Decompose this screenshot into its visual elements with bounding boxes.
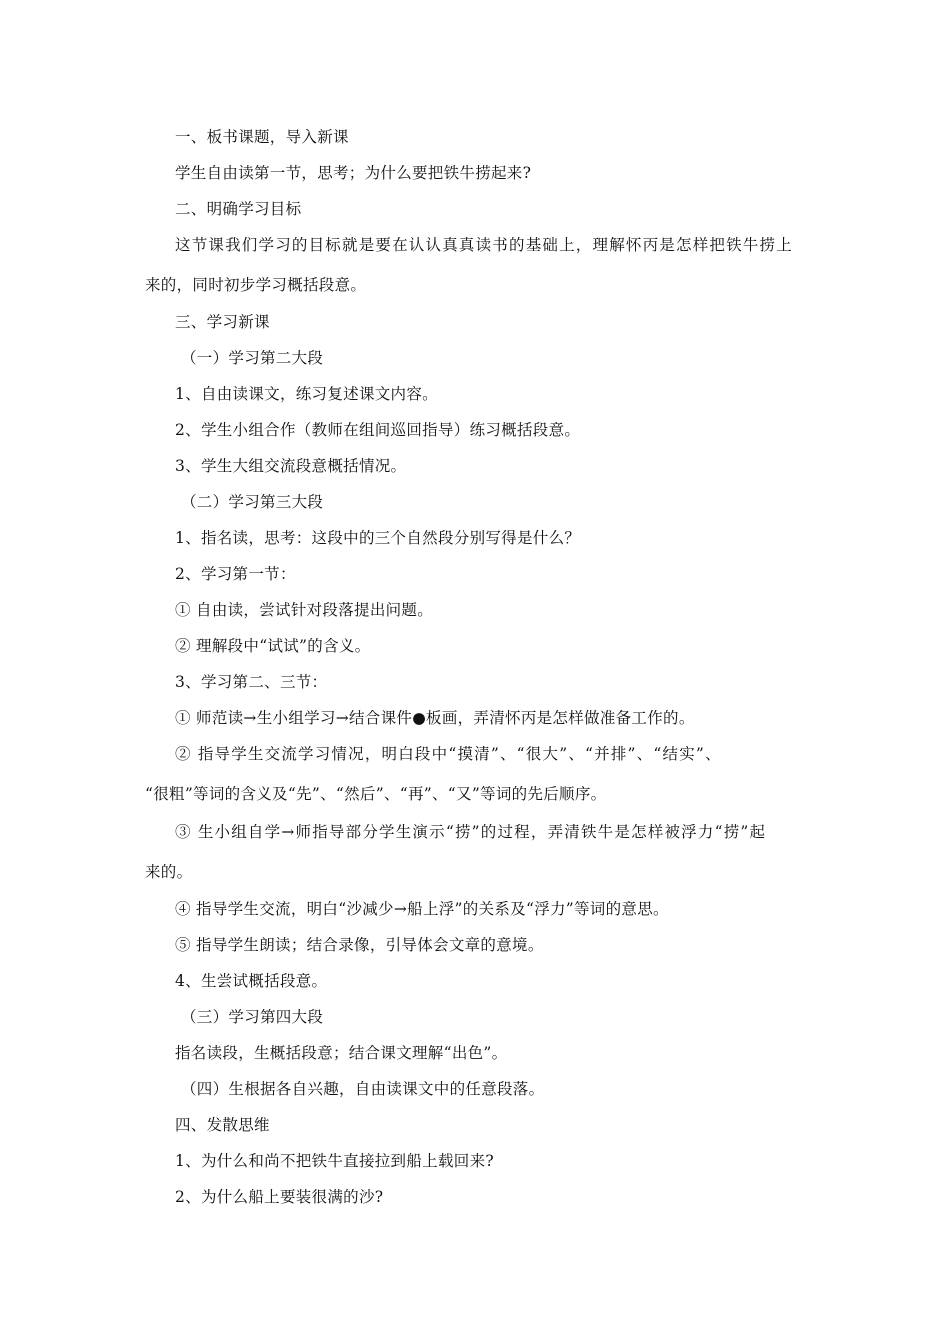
subsection-heading: （三）学习第四大段 — [181, 1008, 324, 1026]
list-item: 2、为什么船上要装很满的沙? — [175, 1188, 384, 1206]
subsection-heading: （一）学习第二大段 — [181, 349, 324, 367]
list-item: 3、学生大组交流段意概括情况。 — [175, 457, 407, 475]
list-item: 1、为什么和尚不把铁牛直接拉到船上载回来? — [175, 1152, 494, 1170]
list-item: ④ 指导学生交流，明白“沙减少→船上浮”的关系及“浮力”等词的意思。 — [175, 900, 669, 918]
list-item: 4、生尝试概括段意。 — [175, 972, 328, 990]
paragraph-continuation: 来的。 — [145, 863, 193, 881]
list-item: 1、自由读课文，练习复述课文内容。 — [175, 385, 438, 403]
paragraph-continuation: 来的，同时初步学习概括段意。 — [145, 276, 367, 294]
list-item: ① 自由读，尝试针对段落提出问题。 — [175, 601, 434, 619]
list-item: ② 理解段中“试试”的含义。 — [175, 637, 371, 655]
paragraph: 学生自由读第一节，思考；为什么要把铁牛捞起来? — [175, 164, 532, 182]
list-item: ① 师范读→生小组学习→结合课件●板画，弄清怀丙是怎样做准备工作的。 — [175, 709, 695, 727]
list-item: ③ 生小组自学→师指导部分学生演示“捞”的过程，弄清铁牛是怎样被浮力“捞”起 — [175, 823, 767, 841]
subsection-heading: （二）学习第三大段 — [181, 493, 324, 511]
subsection-heading: （四）生根据各自兴趣，自由读课文中的任意段落。 — [181, 1080, 545, 1098]
list-item: 2、学生小组合作（教师在组间巡回指导）练习概括段意。 — [175, 421, 581, 439]
paragraph-continuation: “很粗”等词的含义及“先”、“然后”、“再”、“又”等词的先后顺序。 — [145, 785, 607, 803]
list-item: 2、学习第一节： — [175, 565, 296, 583]
paragraph: 这节课我们学习的目标就是要在认认真真读书的基础上，理解怀丙是怎样把铁牛捞上 — [175, 236, 793, 254]
paragraph: 指名读段，生概括段意；结合课文理解“出色”。 — [175, 1044, 508, 1062]
list-item: 1、指名读，思考：这段中的三个自然段分别写得是什么？ — [175, 529, 581, 547]
section-heading-2: 二、明确学习目标 — [175, 200, 302, 218]
list-item: 3、学习第二、三节： — [175, 673, 328, 691]
section-heading-3: 三、学习新课 — [175, 313, 270, 331]
section-heading-4: 四、发散思维 — [175, 1116, 270, 1134]
section-heading-1: 一、板书课题，导入新课 — [175, 128, 349, 146]
list-item: ⑤ 指导学生朗读；结合录像，引导体会文章的意境。 — [175, 936, 544, 954]
list-item: ② 指导学生交流学习情况，明白段中“摸清”、“很大”、“并排”、“结实”、 — [175, 745, 722, 763]
